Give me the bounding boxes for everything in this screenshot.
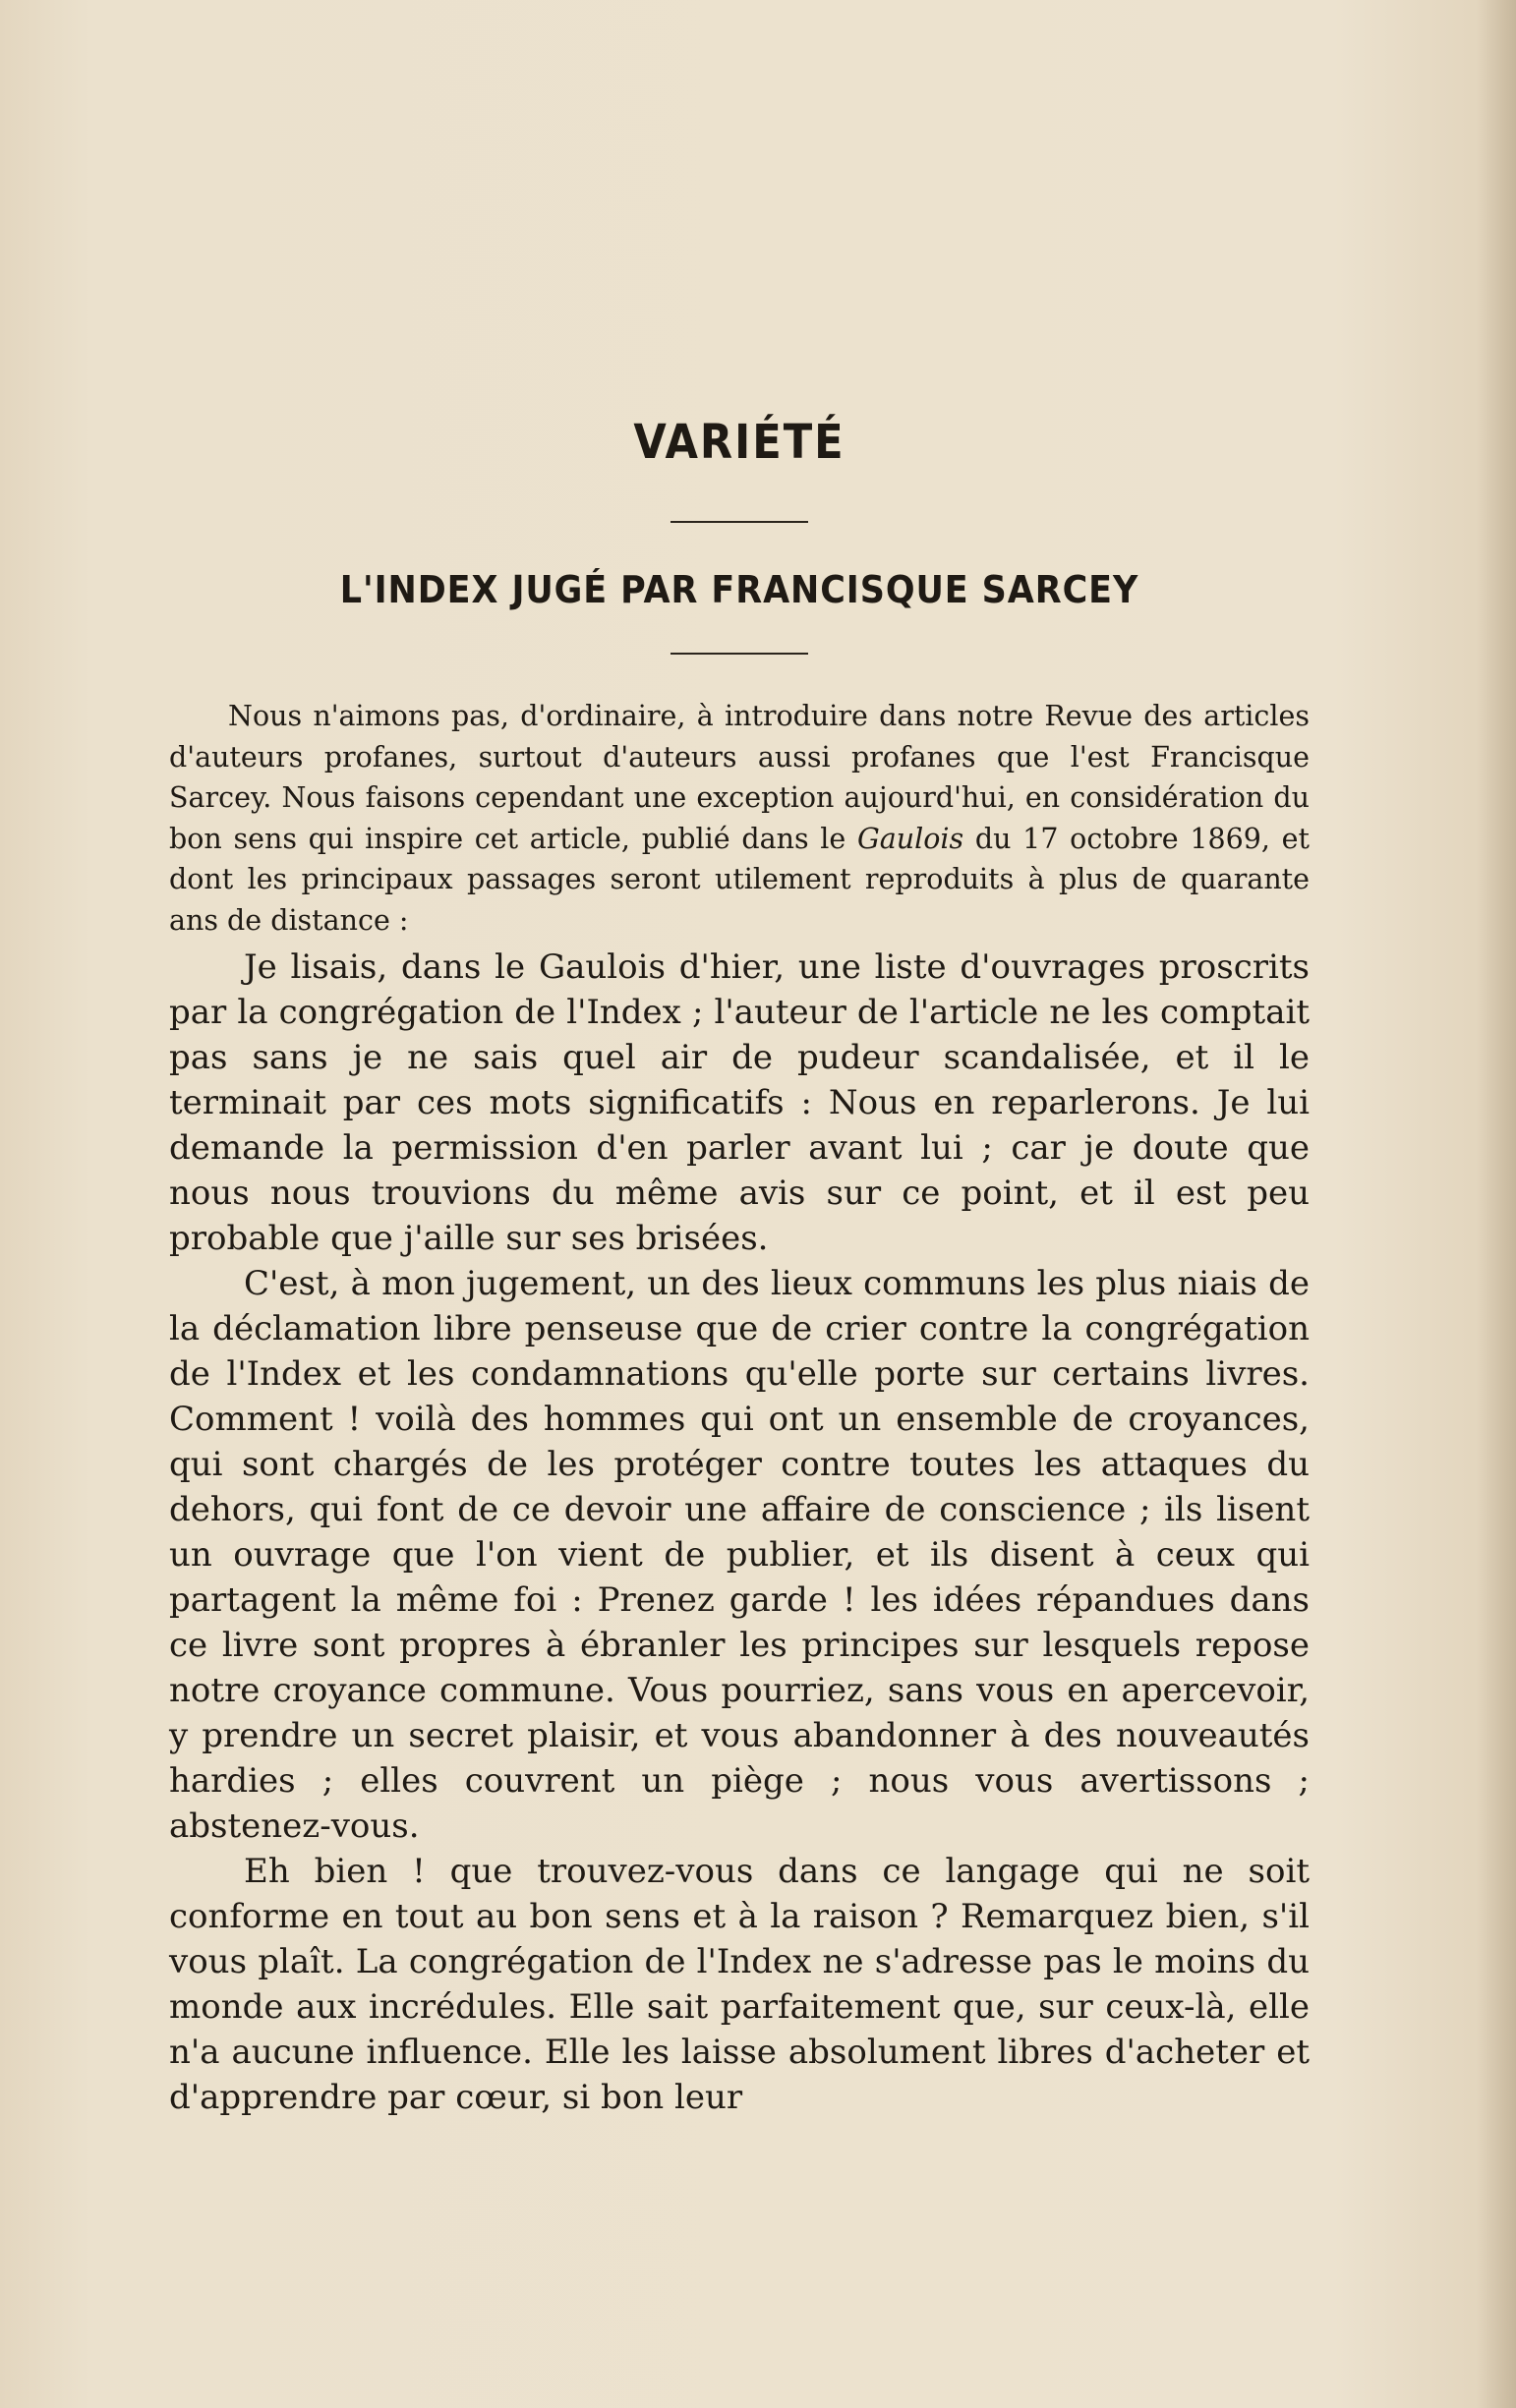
section-title: VARIÉTÉ (633, 415, 845, 470)
intro-part-1: Nous n'aimons pas, d'ordinaire, à introduire dans notre Revue des articles d'auteurs profanes, surtout d'auteurs aussi profanes que l'est Francisque Sarcey. Nous faisons cependant une exception aujourd'hui, en considération du bon sens qui inspire cet article, publié dans le (169, 700, 1310, 855)
journal-name: Gaulois (857, 822, 964, 855)
body-paragraph-3: Eh bien ! que trouvez-vous dans ce langage qui ne soit conforme en tout au bon sens et à la raison ? Remarquez bien, s'il vous plaît. La congrégation de l'Index ne s'adresse pas le moins du monde aux incrédules. Elle sait parfaitement que, sur ceux-là, elle n'a aucune influence. Elle les laisse absolument libres d'acheter et d'apprendre par cœur, si bon leur (169, 1852, 1310, 2117)
article-title: L'INDEX JUGÉ PAR FRANCISQUE SARCEY (339, 568, 1139, 611)
editorial-intro (169, 696, 1310, 941)
title-rule-top (671, 521, 808, 523)
body-paragraph-2: C'est, à mon jugement, un des lieux communs les plus niais de la déclamation libre penseuse que de crier contre la congrégation de l'Index et les condamnations qu'elle porte sur certains livres. Comment ! voilà des hommes qui ont un ensemble de croyances, qui sont chargés de les protéger contre toutes les attaques du dehors, qui font de ce devoir une affaire de conscience ; ils lisent un ouvrage que l'on vient de publier, et ils disent à ceux qui partagent la même foi : Prenez garde ! les idées répandues dans ce livre sont propres à ébranler les principes sur lesquels repose notre croyance commune. Vous pourriez, sans vous en apercevoir, y prendre un secret plaisir, et vous abandonner à des nouveautés hardies ; elles couvrent un piège ; nous vous avertissons ; abstenez-vous. (169, 1264, 1310, 1846)
page-edge-shadow (1477, 0, 1516, 2408)
intro-part-2: du 17 octobre 1869, et dont les principaux passages seront utilement reproduits à plus de quarante ans de distance : (169, 822, 1310, 937)
title-rule-bottom (671, 653, 808, 655)
text-column (169, 413, 1310, 2120)
body-paragraph-1: Je lisais, dans le Gaulois d'hier, une liste d'ouvrages proscrits par la congrégation de l'Index ; l'auteur de l'article ne les comptait pas sans je ne sais quel air de pudeur scandalisée, et il le terminait par ces mots significatifs : Nous en reparlerons. Je lui demande la permission d'en parler avant lui ; car je doute que nous nous trouvions du même avis sur ce point, et il est peu probable que j'aille sur ses brisées. (169, 947, 1310, 1258)
